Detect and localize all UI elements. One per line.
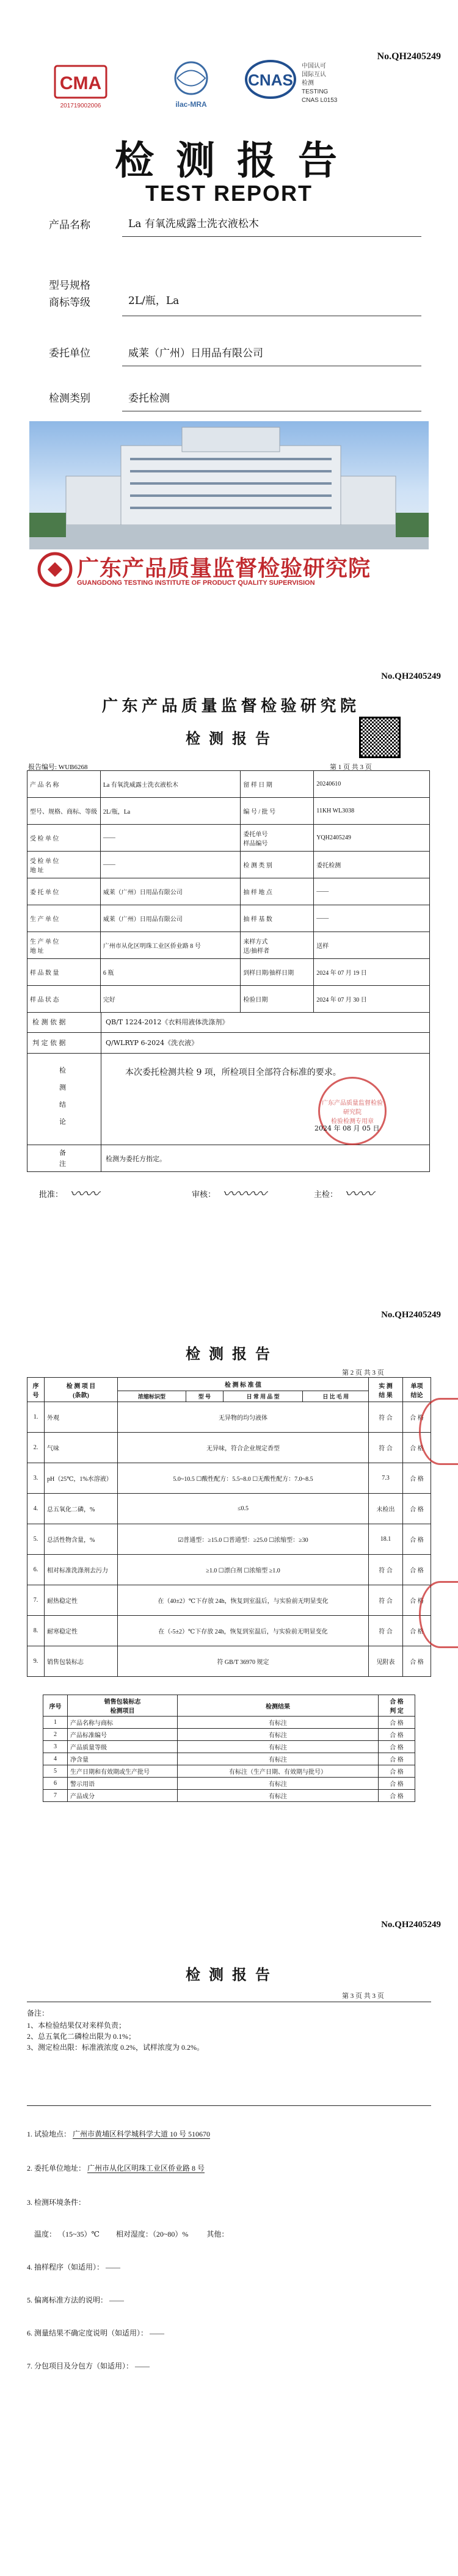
p1-info-value: —— <box>314 878 430 905</box>
p1-info-value: 威莱（广州）日用品有限公司 <box>100 878 241 905</box>
p2-packaging-cell: 合 格 <box>379 1717 415 1729</box>
p1-info-row <box>27 905 430 932</box>
p1-info-value: —— <box>100 825 241 852</box>
p2-packaging-cell: 6 <box>43 1778 68 1790</box>
p1-basis-row: 检 测 依 据 QB/T 1224-2012《衣料用液体洗涤剂》 <box>27 1012 430 1033</box>
p2-cell-std: ≥1.0 ☐漂白剂 ☐浓缩型 ≥1.0 <box>118 1555 369 1585</box>
tester-signature: 〰〰 <box>344 1185 374 1203</box>
report-page-1 <box>0 665 458 1215</box>
p1-info-value: 完好 <box>100 986 241 1013</box>
p1-judge-row: 判 定 依 据 Q/WLRYP 6-2024《洗衣液》 <box>27 1033 430 1054</box>
p1-info-label: 生 产 单 位 <box>27 905 101 932</box>
approver-signature: 〰〰 <box>70 1185 99 1203</box>
p2-col-std: 检 测 标 准 值 <box>118 1378 369 1391</box>
svg-text:CNAS: CNAS <box>248 71 293 89</box>
p1-info-row <box>27 959 430 986</box>
p1-info-label: 来样方式 送/抽样者 <box>241 932 314 959</box>
p1-remark-row: 备 注 检测为委托方指定。 <box>27 1145 430 1172</box>
p2-report-no: No.QH2405249 <box>381 1310 441 1320</box>
cover-field-spec: 型号规格 商标等级 2L/瓶，La <box>49 280 421 316</box>
p2-side-stamp-2 <box>419 1581 458 1648</box>
p1-info-value: 委托检测 <box>314 852 430 878</box>
p2-cell-no: 4. <box>27 1494 45 1524</box>
p2-cell-std: 无异味，符合企业规定香型 <box>118 1433 369 1463</box>
p1-info-label: 受 检 单 位 地 址 <box>27 852 101 878</box>
p2-result-row <box>27 1524 431 1555</box>
p2-title: 检 测 报 告 <box>186 1347 272 1362</box>
p2-cell-no: 8. <box>27 1616 45 1646</box>
institute-banner <box>37 546 427 595</box>
p2-packaging-row <box>43 1717 415 1729</box>
p2-cell-verdict: 合 格 <box>403 1402 431 1433</box>
p2-cell-std: 5.0~10.5 ☐酸性配方：5.5~8.0 ☐无酸性配方：7.0~8.5 <box>118 1463 369 1494</box>
p2-cell-item: 外观 <box>45 1402 118 1433</box>
p2-packaging-cell: 合 格 <box>379 1765 415 1778</box>
p2-cell-std: ☑普通型：≥15.0 ☐普通型：≥25.0 ☐浓缩型：≥30 <box>118 1524 369 1555</box>
p1-info-label: 抽 样 地 点 <box>241 878 314 905</box>
p1-conclusion-text: 本次委托检测共检 9 项，所检项目全部符合标准的要求。 <box>125 1068 341 1077</box>
p2-packaging-row <box>43 1790 415 1802</box>
p2-cell-std: ≤0.5 <box>118 1494 369 1524</box>
p2-col-no: 序 号 <box>27 1378 45 1402</box>
cover-page <box>0 0 458 623</box>
p2-result-row <box>27 1616 431 1646</box>
cnas-logo <box>243 59 298 110</box>
p1-info-label: 抽 样 基 数 <box>241 905 314 932</box>
p1-info-value: 11KH WL3038 <box>314 798 430 825</box>
institute-name-en: GUANGDONG TESTING INSTITUTE OF PRODUCT QUALITY SUPERVISION <box>77 579 315 587</box>
p1-info-label: 样 品 数 量 <box>27 959 101 986</box>
p1-info-label: 留 样 日 期 <box>241 771 314 798</box>
p2-cell-no: 7. <box>27 1585 45 1616</box>
p2-cell-result: 符 合 <box>369 1585 403 1616</box>
p2-packaging-cell: 合 格 <box>379 1729 415 1741</box>
qr-code <box>359 717 401 758</box>
p3-page-of: 第 3 页 共 3 页 <box>342 1992 384 2000</box>
reviewer-signature: 〰〰〰 <box>222 1185 266 1203</box>
p2-cell-verdict: 合 格 <box>403 1433 431 1463</box>
p1-info-row <box>27 771 430 798</box>
p3-item-client-address: 2. 委托单位地址： 广州市从化区明珠工业区侨业路 8 号 <box>27 2164 205 2173</box>
p1-info-label: 委托单号 样品编号 <box>241 825 314 852</box>
p2-packaging-cell: 产品标准编号 <box>68 1729 178 1741</box>
p2-result-row <box>27 1433 431 1463</box>
p1-info-value: YQH2405249 <box>314 825 430 852</box>
p1-report-code: 报告编号: WUB6268 <box>28 764 88 771</box>
p2-result-row <box>27 1463 431 1494</box>
p3-note-1: 1、本检验结果仅对来样负责； <box>27 2021 126 2030</box>
p2-cell-verdict: 合 格 <box>403 1463 431 1494</box>
p3-note-3: 3、测定检出限：标准液浓度 0.2%，试样浓度为 0.2%。 <box>27 2043 204 2052</box>
p2-packaging-cell: 4 <box>43 1753 68 1765</box>
p2-cell-no: 9. <box>27 1646 45 1677</box>
p2-packaging-cell: 净含量 <box>68 1753 178 1765</box>
p2-packaging-cell: 合 格 <box>379 1741 415 1753</box>
p2-packaging-cell: 有标注 <box>178 1790 379 1802</box>
p1-signatures <box>27 1178 430 1209</box>
p3-item-deviation: 5. 偏离标准方法的说明： —— <box>27 2296 125 2304</box>
institute-name-cn: 广东产品质量监督检验研究院 <box>77 555 371 581</box>
p2-packaging-cell: 有标注（生产日期、有效期与批号） <box>178 1765 379 1778</box>
p2-page-of: 第 2 页 共 3 页 <box>342 1369 384 1377</box>
p2-result-row <box>27 1646 431 1677</box>
p2-packaging-row <box>43 1778 415 1790</box>
cover-report-no: No.QH2405249 <box>377 51 441 62</box>
p2-result-row <box>27 1585 431 1616</box>
p1-info-value: 2L/瓶，La <box>100 798 241 825</box>
p2-cell-no: 2. <box>27 1433 45 1463</box>
p2-cell-item: 耐热稳定性 <box>45 1585 118 1616</box>
p2-cell-verdict: 合 格 <box>403 1585 431 1616</box>
p1-info-value: 2024 年 07 月 19 日 <box>314 959 430 986</box>
p1-institute-name: 广 东 产 品 质 量 监 督 检 验 研 究 院 <box>101 697 356 715</box>
p2-packaging-cell: 生产日期和有效期或生产批号 <box>68 1765 178 1778</box>
cover-title-cn: 检 测 报 告 <box>115 139 343 183</box>
p2-cell-result: 符 合 <box>369 1616 403 1646</box>
p1-info-value: 2024 年 07 月 30 日 <box>314 986 430 1013</box>
cover-field-client: 委托单位 威莱（广州）日用品有限公司 <box>49 339 421 366</box>
p2-cell-std: 符 GB/T 36970 规定 <box>118 1646 369 1677</box>
p2-packaging-cell: 7 <box>43 1790 68 1802</box>
institute-logo-icon <box>37 551 73 588</box>
p3-notes-title: 备注： <box>27 2009 49 2017</box>
p2-side-stamp <box>419 1398 458 1465</box>
p1-info-label: 样 品 状 态 <box>27 986 101 1013</box>
p2-packaging-row <box>43 1765 415 1778</box>
p2-packaging-cell: 有标注 <box>178 1717 379 1729</box>
p2-cell-no: 3. <box>27 1463 45 1494</box>
p2-packaging-cell: 产品成分 <box>68 1790 178 1802</box>
p1-info-label: 检验日期 <box>241 986 314 1013</box>
p2-result-row <box>27 1402 431 1433</box>
p1-info-value: —— <box>100 852 241 878</box>
p2-packaging-cell: 1 <box>43 1717 68 1729</box>
p1-conclusion-row: 检 测 结 论 本次委托检测共检 9 项，所检项目全部符合标准的要求。 广东产品质量监督检验研究院 检验检测专用章 2024 年 08 月 05 日 <box>27 1054 430 1145</box>
p2-packaging-row <box>43 1741 415 1753</box>
p1-info-label: 编 号 / 批 号 <box>241 798 314 825</box>
p1-info-row <box>27 986 430 1013</box>
p2-cell-item: pH（25℃，1%水溶液） <box>45 1463 118 1494</box>
p1-info-value: La 有氧洗威露士洗衣液松木 <box>100 771 241 798</box>
p2-cell-item: 销售包装标志 <box>45 1646 118 1677</box>
p2-packaging-cell: 有标注 <box>178 1753 379 1765</box>
cover-field-product: 产品名称 La 有氧洗威露士洗衣液松木 <box>49 208 421 238</box>
p1-info-row <box>27 798 430 825</box>
approver-label: 批准： <box>39 1190 64 1199</box>
cnas-text: 中国认可 国际互认 检测 TESTING CNAS L0153 <box>302 63 338 104</box>
ilac-mra-label: ilac-MRA <box>175 100 207 109</box>
p2-result-row <box>27 1555 431 1585</box>
p2-cell-result: 符 合 <box>369 1555 403 1585</box>
p2-packaging-row <box>43 1753 415 1765</box>
p2-packaging-cell: 2 <box>43 1729 68 1741</box>
p1-info-row <box>27 932 430 959</box>
p2-packaging-row <box>43 1729 415 1741</box>
inspection-stamp: 广东产品质量监督检验研究院 检验检测专用章 <box>318 1077 387 1145</box>
p2-packaging-table: 序号 销售包装标志 检测项目 检测结果 合 格 判 定 1 产品名称与商标 有标注 合 格 2 产品标准编号 有标注 合 格 3 产品质量等级 有标注 合 格 4 净含量 有标注 合 格 5 生产日期和有效期或生产批号 有标注（生产日期、有效期与批号） 合 格 6 警示用语 有标注 合 格 7 产品成分 有标注 合 格 <box>43 1695 415 1802</box>
p3-report-no: No.QH2405249 <box>381 1920 441 1930</box>
p1-info-label: 型号、规格、商标、等级 <box>27 798 101 825</box>
p2-cell-result: 18.1 <box>369 1524 403 1555</box>
cover-field-category: 检测类别 委托检测 <box>49 385 421 411</box>
p2-cell-no: 1. <box>27 1402 45 1433</box>
cover-title-en: TEST REPORT <box>145 181 313 206</box>
p1-info-label: 产 品 名 称 <box>27 771 101 798</box>
p3-item-subcontract: 7. 分包项目及分包方（如适用）： —— <box>27 2362 150 2370</box>
p3-item-location: 1. 试验地点： 广州市黄埔区科学城科学大道 10 号 510670 <box>27 2130 211 2138</box>
p1-info-value: 6 瓶 <box>100 959 241 986</box>
p3-item-env: 3. 检测环境条件： <box>27 2198 86 2207</box>
cma-code: 201719002006 <box>60 103 101 109</box>
p2-packaging-cell: 警示用语 <box>68 1778 178 1790</box>
p2-packaging-cell: 合 格 <box>379 1753 415 1765</box>
p2-cell-verdict: 合 格 <box>403 1616 431 1646</box>
p2-cell-no: 6. <box>27 1555 45 1585</box>
p2-cell-std: 在（40±2）℃下存放 24h，恢复到室温后，与实验前无明显变化 <box>118 1585 369 1616</box>
p2-col-verdict: 单项 结论 <box>403 1378 431 1402</box>
report-page-3 <box>0 1920 458 2576</box>
p2-packaging-cell: 合 格 <box>379 1790 415 1802</box>
p2-cell-item: 总活性物含量，% <box>45 1524 118 1555</box>
p1-info-row <box>27 852 430 878</box>
svg-text:CMA: CMA <box>59 73 102 93</box>
cma-logo <box>53 63 109 107</box>
p2-cell-verdict: 合 格 <box>403 1524 431 1555</box>
p1-info-table <box>27 770 430 1013</box>
reviewer-label: 审核： <box>192 1190 216 1199</box>
p3-item-uncertainty: 6. 测量结果不确定度说明（如适用）： —— <box>27 2329 165 2337</box>
p2-cell-verdict: 合 格 <box>403 1555 431 1585</box>
p2-packaging-cell: 有标注 <box>178 1741 379 1753</box>
p2-packaging-cell: 有标注 <box>178 1778 379 1790</box>
p1-info-value: 威莱（广州）日用品有限公司 <box>100 905 241 932</box>
p1-info-label: 生 产 单 位 地 址 <box>27 932 101 959</box>
p2-packaging-cell: 产品名称与商标 <box>68 1717 178 1729</box>
report-page-2 <box>0 1306 458 1843</box>
p2-cell-result: 符 合 <box>369 1402 403 1433</box>
p2-packaging-cell: 合 格 <box>379 1778 415 1790</box>
p1-stamp-date: 2024 年 08 月 05 日 <box>314 1124 380 1132</box>
p2-packaging-cell: 5 <box>43 1765 68 1778</box>
p3-item-temperature: 温度： （15~35）℃ 相对湿度：（20~80）% 其他： <box>27 2230 229 2238</box>
p2-packaging-cell: 有标注 <box>178 1729 379 1741</box>
tester-label: 主检： <box>314 1190 338 1199</box>
p1-info-value: —— <box>314 905 430 932</box>
p3-item-sampling: 4. 抽样程序（如适用）： —— <box>27 2263 121 2271</box>
p1-info-value: 20240610 <box>314 771 430 798</box>
p1-info-label: 检 测 类 别 <box>241 852 314 878</box>
p2-cell-result: 未检出 <box>369 1494 403 1524</box>
p2-cell-result: 7.3 <box>369 1463 403 1494</box>
p2-cell-std: 无异物的均匀液体 <box>118 1402 369 1433</box>
p1-info-row <box>27 825 430 852</box>
p2-cell-item: 耐寒稳定性 <box>45 1616 118 1646</box>
p1-info-label: 委 托 单 位 <box>27 878 101 905</box>
p1-info-label: 到样日期/抽样日期 <box>241 959 314 986</box>
p2-result-row <box>27 1494 431 1524</box>
p3-title: 检 测 报 告 <box>186 1967 272 1983</box>
p2-cell-verdict: 合 格 <box>403 1494 431 1524</box>
p1-page-of: 第 1 页 共 3 页 <box>330 764 372 771</box>
p2-results-table: 序 号 检 测 项 目 (条款) 检 测 标 准 值 实 测 结 果 单项 结论 浓缩标识型 型 号 日 常 用 品 型 日 比 毛 用 1. 外观 无异物的均匀液体 符 合 合 格 2. 气味 无异味，符合企业规定香型 符 合 合 格 3. pH（25℃，1%水溶液） 5.0~10.5 ☐酸性配方：5.5~8.0 ☐无酸性配方：7.0~8.5 7.3 合 格 4. 总五氧化二磷，% ≤0.5 未检出 合 格 5. 总活性物含量，% ☑普通型：≥15.0 ☐普通型：≥25.0 ☐浓缩型：≥30 18.1 合 格 6. 相对标准洗涤剂去污力 ≥1.0 ☐漂白剂 ☐浓缩型 ≥1.0 符 合 合 格 7. 耐热稳定性 在（40±2）℃下存放 24h，恢复到室温后，与实验前无明显变化 符 合 合 格 8. 耐寒稳定性 在（-5±2）℃下存放 24h，恢复到室温后，与实验前无明显变化 符 合 合 格 9. 销售包装标志 符 GB/T 36970 规定 见附表 合 格 <box>27 1377 431 1677</box>
p3-note-2: 2、总五氧化二磷检出限为 0.1%； <box>27 2032 136 2041</box>
p1-info-value: 送样 <box>314 932 430 959</box>
p2-cell-result: 符 合 <box>369 1433 403 1463</box>
p2-cell-item: 总五氧化二磷，% <box>45 1494 118 1524</box>
p1-title: 检 测 报 告 <box>186 731 272 747</box>
p2-cell-std: 在（-5±2）℃下存放 24h，恢复到室温后，与实验前无明显变化 <box>118 1616 369 1646</box>
p1-info-value: 广州市从化区明珠工业区侨业路 8 号 <box>100 932 241 959</box>
p1-info-row <box>27 878 430 905</box>
p2-packaging-cell: 产品质量等级 <box>68 1741 178 1753</box>
institute-building-image <box>29 421 429 549</box>
p2-cell-item: 相对标准洗涤剂去污力 <box>45 1555 118 1585</box>
ilac-mra-logo <box>164 60 219 109</box>
p2-col-item: 检 测 项 目 (条款) <box>45 1378 118 1402</box>
p2-packaging-cell: 3 <box>43 1741 68 1753</box>
p2-cell-result: 见附表 <box>369 1646 403 1677</box>
p2-col-result: 实 测 结 果 <box>369 1378 403 1402</box>
p2-cell-no: 5. <box>27 1524 45 1555</box>
p1-report-no: No.QH2405249 <box>381 671 441 681</box>
p2-cell-verdict: 合 格 <box>403 1646 431 1677</box>
p1-info-label: 受 检 单 位 <box>27 825 101 852</box>
p2-cell-item: 气味 <box>45 1433 118 1463</box>
